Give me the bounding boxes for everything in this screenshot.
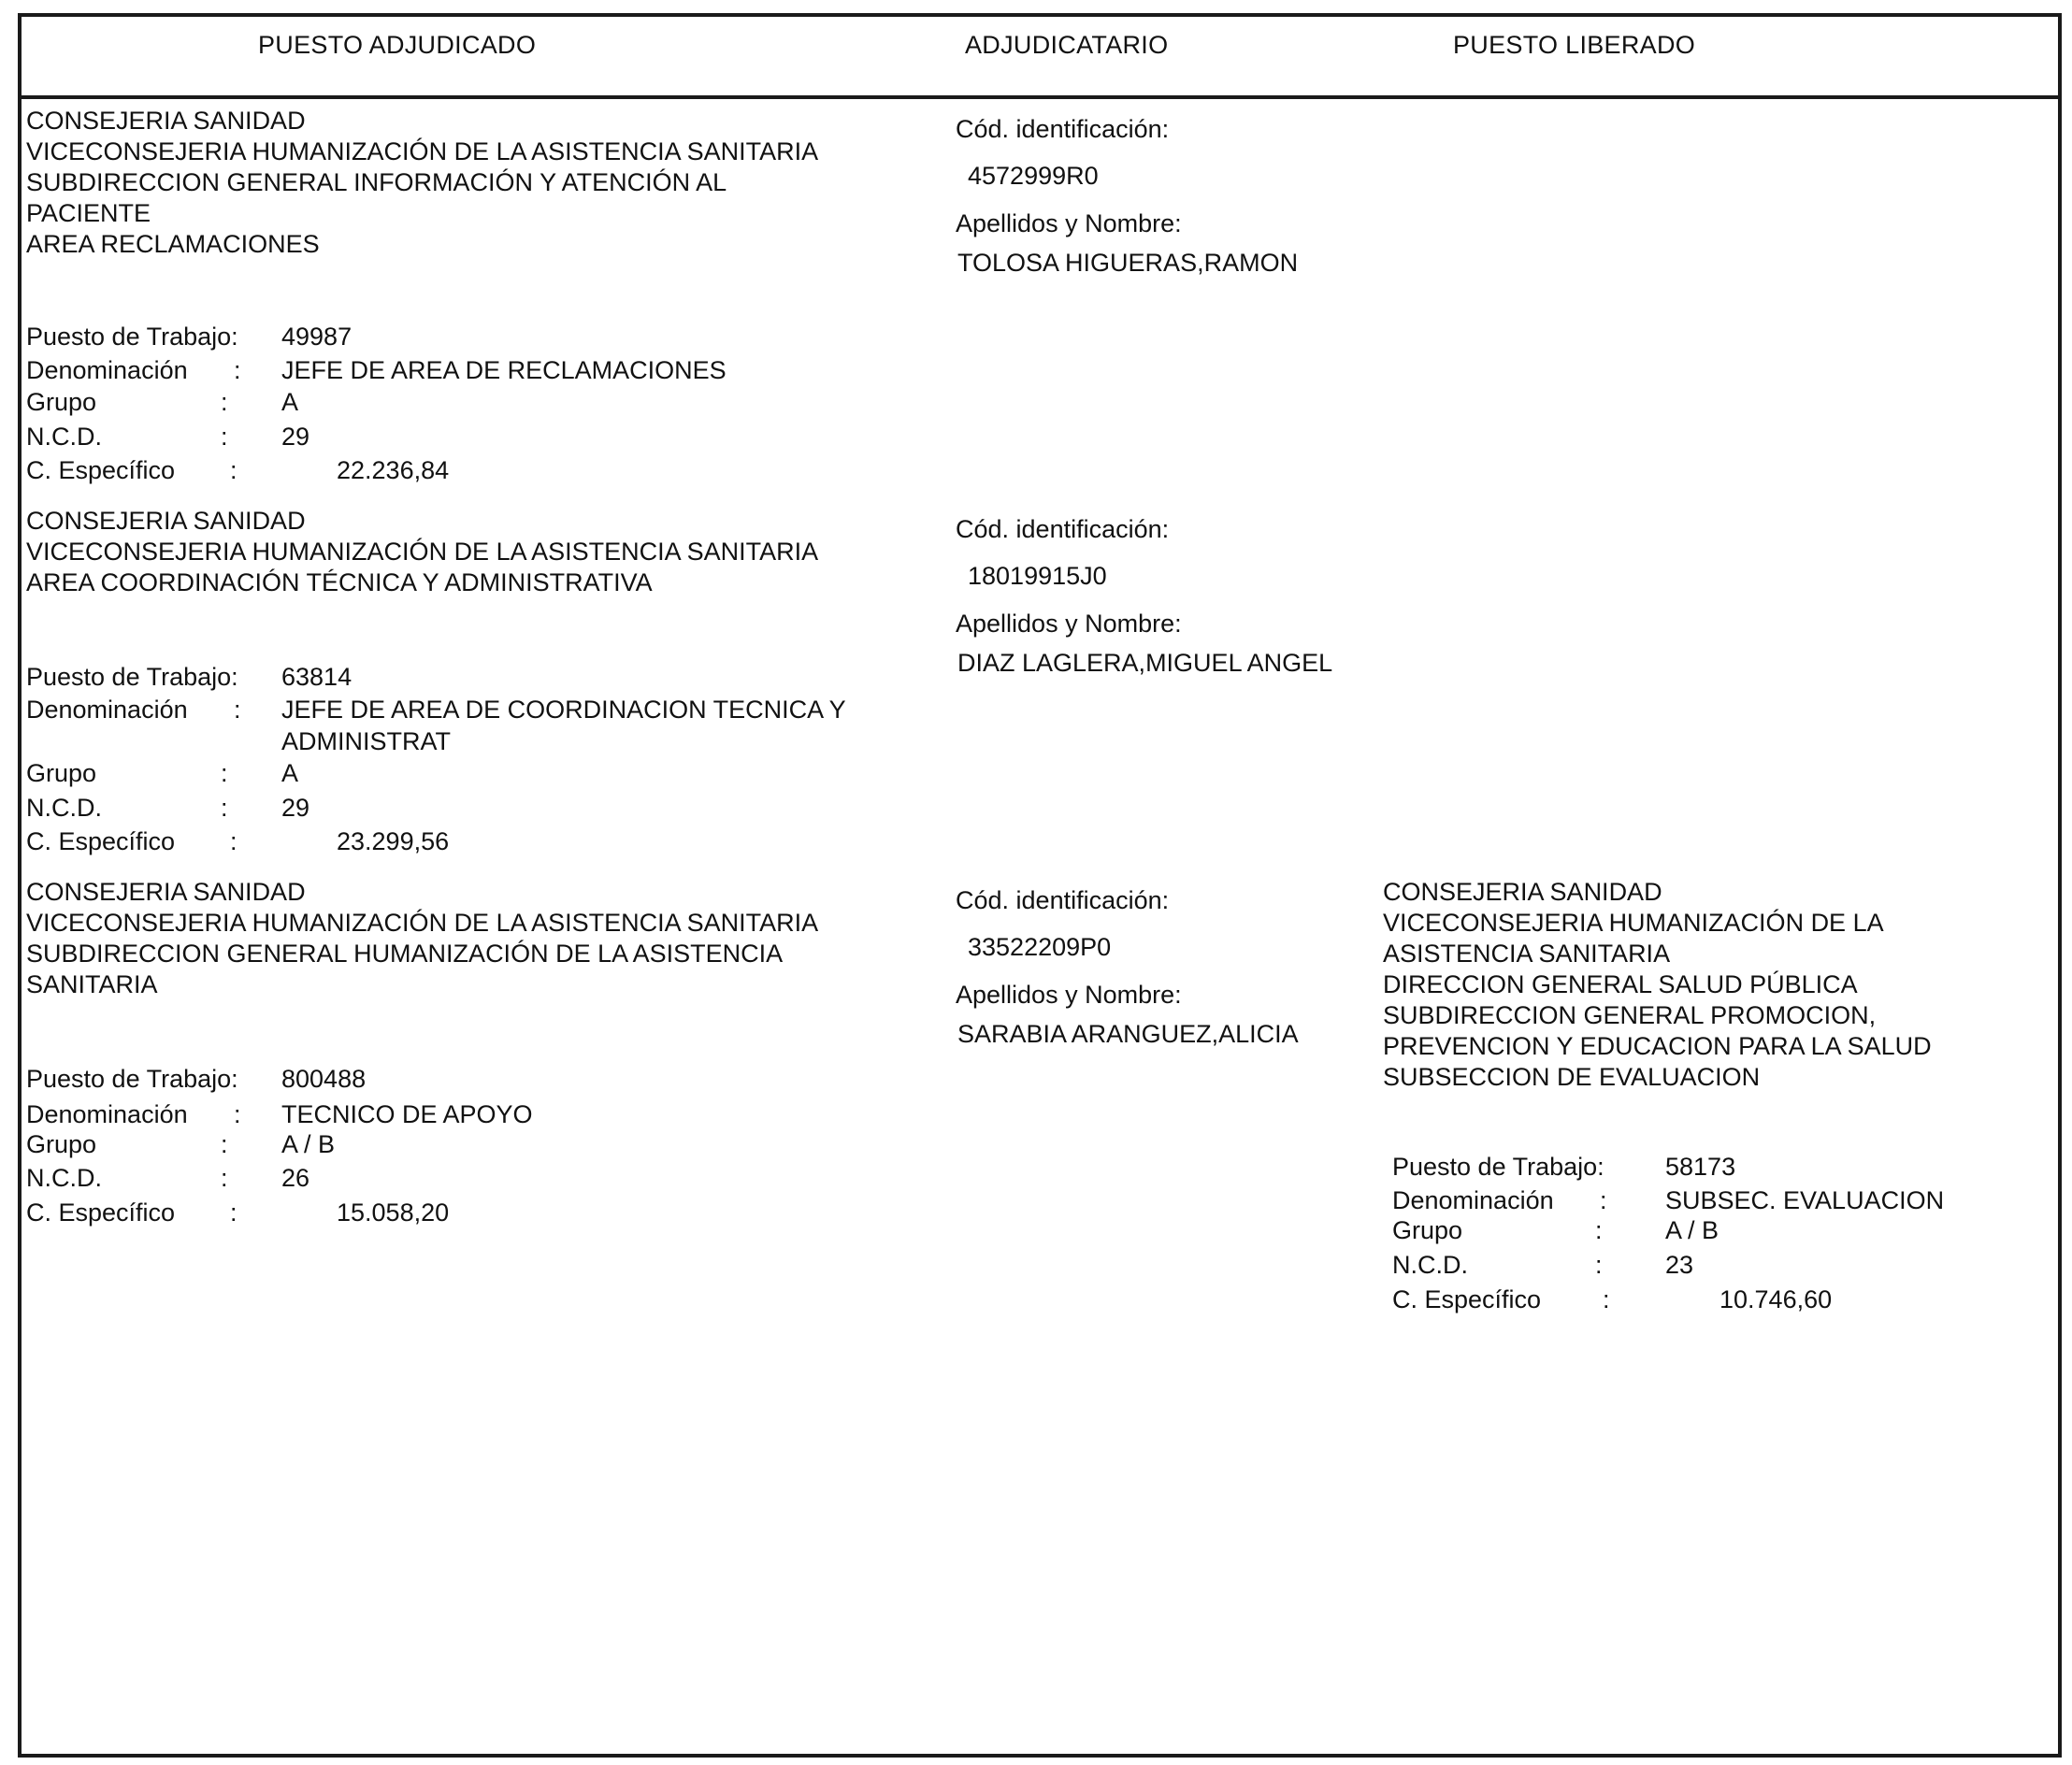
- colon: :: [221, 1130, 228, 1158]
- colon: :: [1595, 1251, 1603, 1279]
- label-apellidos-nombre: Apellidos y Nombre:: [956, 209, 1182, 237]
- especifico-value: 23.299,56: [337, 827, 450, 855]
- org-line: ASISTENCIA SANITARIA: [1383, 940, 1671, 968]
- liberado-label-ncd: N.C.D.: [1392, 1251, 1468, 1279]
- especifico-value: 22.236,84: [337, 456, 450, 484]
- label-denominacion: Denominación: [26, 1100, 188, 1128]
- denominacion-value: JEFE DE AREA DE RECLAMACIONES: [281, 356, 727, 384]
- cod-identificacion-value: 18019915J0: [968, 562, 1107, 590]
- label-denominacion: Denominación: [26, 356, 188, 384]
- header-adjudicatario: ADJUDICATARIO: [965, 31, 1169, 59]
- liberado-especifico-value: 10.746,60: [1719, 1285, 1833, 1313]
- label-cod-identificacion: Cód. identificación:: [956, 886, 1170, 914]
- liberado-ncd-value: 23: [1665, 1251, 1694, 1279]
- puesto-value: 63814: [281, 663, 353, 691]
- colon: :: [234, 696, 241, 724]
- denominacion-value: TECNICO DE APOYO: [281, 1100, 533, 1128]
- header-puesto-liberado: PUESTO LIBERADO: [1453, 31, 1696, 59]
- label-puesto: Puesto de Trabajo:: [26, 1065, 238, 1093]
- colon: :: [230, 827, 237, 855]
- colon: :: [1595, 1216, 1603, 1244]
- puesto-value: 800488: [281, 1065, 367, 1093]
- org-line: SUBSECCION DE EVALUACION: [1383, 1063, 1761, 1091]
- colon: :: [230, 456, 237, 484]
- liberado-grupo-value: A / B: [1665, 1216, 1719, 1244]
- org-line: VICECONSEJERIA HUMANIZACIÓN DE LA ASISTENCIA SANITARIA: [26, 137, 819, 165]
- colon: :: [221, 794, 228, 822]
- ncd-value: 26: [281, 1164, 310, 1192]
- label-ncd: N.C.D.: [26, 423, 102, 451]
- denominacion-value: ADMINISTRAT: [281, 727, 451, 755]
- org-line: CONSEJERIA SANIDAD: [26, 878, 306, 906]
- colon: :: [234, 356, 241, 384]
- label-cod-identificacion: Cód. identificación:: [956, 115, 1170, 143]
- apellidos-nombre-value: DIAZ LAGLERA,MIGUEL ANGEL: [957, 649, 1333, 677]
- org-line: DIRECCION GENERAL SALUD PÚBLICA: [1383, 970, 1858, 998]
- label-grupo: Grupo: [26, 759, 97, 787]
- org-line: SUBDIRECCION GENERAL HUMANIZACIÓN DE LA ASISTENCIA: [26, 940, 784, 968]
- org-line: SUBDIRECCION GENERAL PROMOCION,: [1383, 1001, 1877, 1029]
- cod-identificacion-value: 4572999R0: [968, 162, 1099, 190]
- apellidos-nombre-value: TOLOSA HIGUERAS,RAMON: [957, 249, 1299, 277]
- label-grupo: Grupo: [26, 1130, 97, 1158]
- liberado-puesto-value: 58173: [1665, 1153, 1736, 1181]
- label-apellidos-nombre: Apellidos y Nombre:: [956, 610, 1182, 638]
- colon: :: [221, 1164, 228, 1192]
- colon: :: [230, 1198, 237, 1227]
- header-puesto-adjudicado: PUESTO ADJUDICADO: [258, 31, 537, 59]
- org-line: AREA COORDINACIÓN TÉCNICA Y ADMINISTRATIVA: [26, 568, 653, 596]
- puesto-value: 49987: [281, 323, 353, 351]
- liberado-label-puesto: Puesto de Trabajo:: [1392, 1153, 1604, 1181]
- org-line: PACIENTE: [26, 199, 151, 227]
- label-cod-identificacion: Cód. identificación:: [956, 515, 1170, 543]
- label-grupo: Grupo: [26, 388, 97, 416]
- entry-3-organization: [26, 877, 818, 1000]
- label-especifico: C. Específico: [26, 827, 176, 855]
- grupo-value: A / B: [281, 1130, 336, 1158]
- label-puesto: Puesto de Trabajo:: [26, 663, 238, 691]
- org-line: VICECONSEJERIA HUMANIZACIÓN DE LA: [1383, 909, 1884, 937]
- org-line: PREVENCION Y EDUCACION PARA LA SALUD: [1383, 1032, 1932, 1060]
- colon: :: [221, 388, 228, 416]
- liberado-label-grupo: Grupo: [1392, 1216, 1463, 1244]
- colon: :: [221, 759, 228, 787]
- ncd-value: 29: [281, 423, 310, 451]
- label-especifico: C. Específico: [26, 1198, 176, 1227]
- org-line: VICECONSEJERIA HUMANIZACIÓN DE LA ASISTENCIA SANITARIA: [26, 538, 819, 566]
- org-line: CONSEJERIA SANIDAD: [1383, 878, 1662, 906]
- org-line: CONSEJERIA SANIDAD: [26, 107, 306, 135]
- liberado-label-especifico: C. Específico: [1392, 1285, 1542, 1313]
- colon: :: [234, 1100, 241, 1128]
- label-especifico: C. Específico: [26, 456, 176, 484]
- org-line: SUBDIRECCION GENERAL INFORMACIÓN Y ATENCIÓN AL: [26, 168, 727, 196]
- header-divider: [18, 95, 2062, 99]
- colon: :: [1600, 1186, 1607, 1214]
- label-apellidos-nombre: Apellidos y Nombre:: [956, 981, 1182, 1009]
- apellidos-nombre-value: SARABIA ARANGUEZ,ALICIA: [957, 1020, 1299, 1048]
- org-line: SANITARIA: [26, 970, 158, 998]
- entry-2-organization: [26, 506, 818, 598]
- org-line: VICECONSEJERIA HUMANIZACIÓN DE LA ASISTENCIA SANITARIA: [26, 909, 819, 937]
- denominacion-value: JEFE DE AREA DE COORDINACION TECNICA Y: [281, 696, 846, 724]
- label-ncd: N.C.D.: [26, 794, 102, 822]
- cod-identificacion-value: 33522209P0: [968, 933, 1112, 961]
- liberado-label-denominacion: Denominación: [1392, 1186, 1554, 1214]
- label-ncd: N.C.D.: [26, 1164, 102, 1192]
- especifico-value: 15.058,20: [337, 1198, 450, 1227]
- grupo-value: A: [281, 759, 299, 787]
- entry-1-organization: [26, 106, 818, 260]
- label-denominacion: Denominación: [26, 696, 188, 724]
- org-line: CONSEJERIA SANIDAD: [26, 507, 306, 535]
- label-puesto: Puesto de Trabajo:: [26, 323, 238, 351]
- liberado-organization: [1383, 877, 1932, 1093]
- liberado-denominacion-value: SUBSEC. EVALUACION: [1665, 1186, 1945, 1214]
- ncd-value: 29: [281, 794, 310, 822]
- grupo-value: A: [281, 388, 299, 416]
- colon: :: [1603, 1285, 1610, 1313]
- org-line: AREA RECLAMACIONES: [26, 230, 320, 258]
- colon: :: [221, 423, 228, 451]
